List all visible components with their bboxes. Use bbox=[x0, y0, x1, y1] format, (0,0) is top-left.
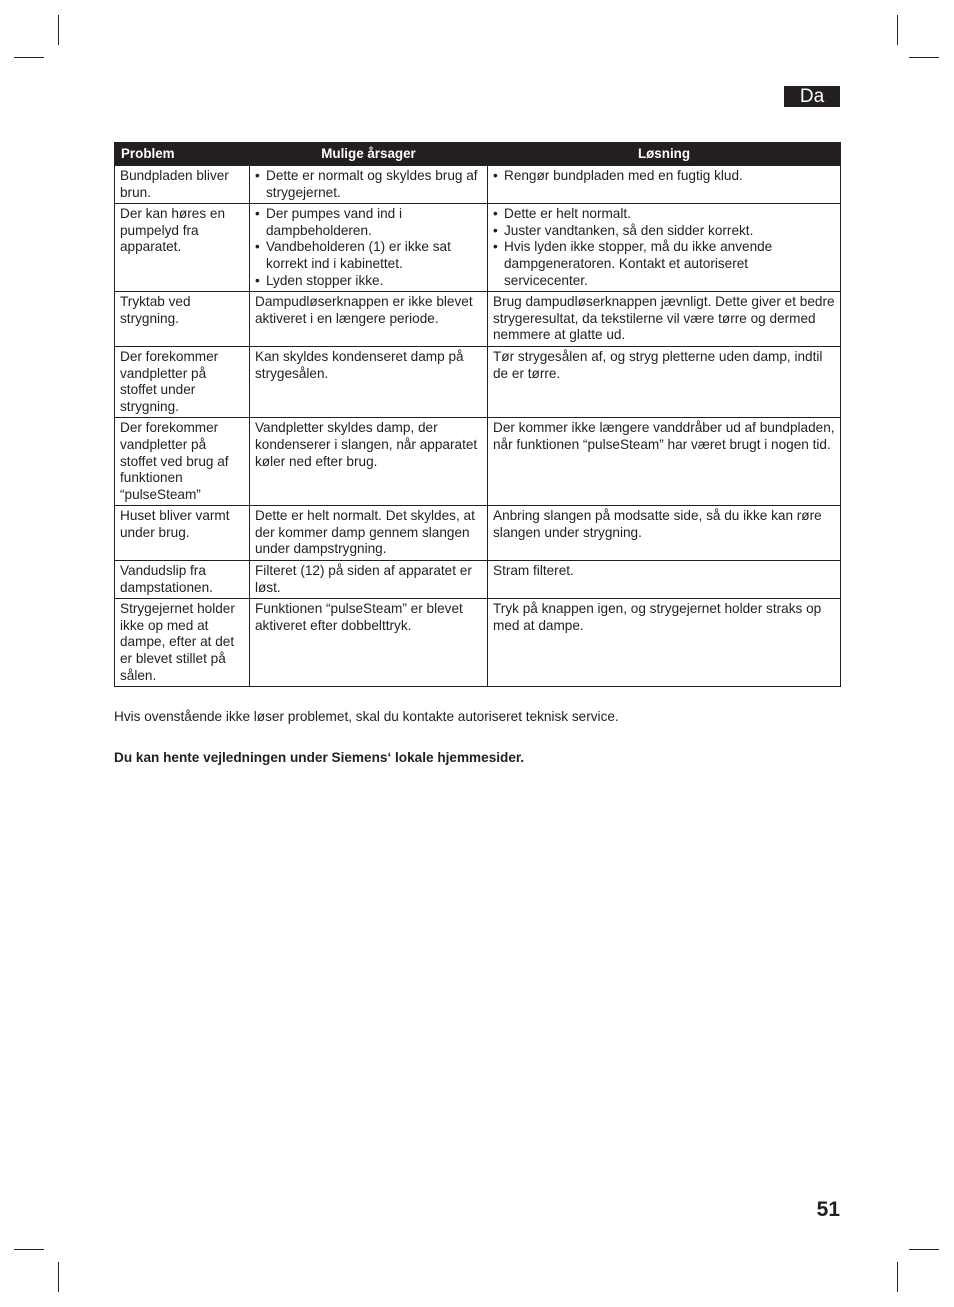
solution-item: • Rengør bundpladen med en fugtig klud. bbox=[493, 168, 835, 185]
table-header-row bbox=[115, 143, 841, 166]
table-row bbox=[115, 204, 841, 292]
service-note: Hvis ovenstående ikke løser problemet, skal du kontakte autoriseret teknisk service. bbox=[114, 709, 619, 724]
crop-mark bbox=[897, 15, 898, 45]
solution-cell: Brug dampudløserknappen jævnligt. Dette giver et bedre strygeresultat, da tekstilerne vil være tørre og dermed nemmere at glatte ud. bbox=[488, 292, 841, 347]
problem-cell: Der forekommer vandpletter på stoffet under strygning. bbox=[115, 346, 250, 417]
table-row bbox=[115, 346, 841, 417]
problem-cell: Tryktab ved strygning. bbox=[115, 292, 250, 347]
solution-cell: Tryk på knappen igen, og strygejernet holder straks op med at dampe. bbox=[488, 599, 841, 687]
problem-cell: Strygejernet holder ikke op med at dampe, efter at det er blevet stillet på sålen. bbox=[115, 599, 250, 687]
solution-item: • Dette er helt normalt. bbox=[493, 206, 835, 223]
crop-mark bbox=[14, 57, 44, 58]
crop-mark bbox=[909, 57, 939, 58]
solution-cell bbox=[488, 204, 841, 292]
causes-cell: Vandpletter skyldes damp, der kondenserer i slangen, når apparatet køler ned efter brug. bbox=[250, 418, 488, 506]
table-row bbox=[115, 166, 841, 204]
cause-item: • Dette er normalt og skyldes brug af strygejernet. bbox=[255, 168, 482, 201]
manual-download-note: Du kan hente vejledningen under Siemens‘ lokale hjemmesider. bbox=[114, 750, 525, 765]
table-row bbox=[115, 561, 841, 599]
solution-cell: Tør strygesålen af, og stryg pletterne uden damp, indtil de er tørre. bbox=[488, 346, 841, 417]
problem-cell: Huset bliver varmt under brug. bbox=[115, 506, 250, 561]
causes-cell: Funktionen “pulseSteam” er blevet aktiveret efter dobbelttryk. bbox=[250, 599, 488, 687]
troubleshooting-table bbox=[114, 142, 841, 687]
causes-cell bbox=[250, 166, 488, 204]
solution-cell bbox=[488, 166, 841, 204]
crop-mark bbox=[14, 1249, 44, 1250]
solution-cell: Der kommer ikke længere vanddråber ud af bundpladen, når funktionen “pulseSteam” har været brugt i nogen tid. bbox=[488, 418, 841, 506]
causes-cell: Kan skyldes kondenseret damp på strygesålen. bbox=[250, 346, 488, 417]
causes-cell: Dampudløserknappen er ikke blevet aktiveret i en længere periode. bbox=[250, 292, 488, 347]
cause-item: • Der pumpes vand ind i dampbeholderen. bbox=[255, 206, 482, 239]
table-row bbox=[115, 599, 841, 687]
problem-cell: Der forekommer vandpletter på stoffet ved brug af funktionen “pulseSteam” bbox=[115, 418, 250, 506]
header-solution: Løsning bbox=[488, 143, 841, 166]
causes-cell: Dette er helt normalt. Det skyldes, at der kommer damp gennem slangen under dampstrygning. bbox=[250, 506, 488, 561]
solution-cell: Stram filteret. bbox=[488, 561, 841, 599]
causes-cell bbox=[250, 204, 488, 292]
solution-item: • Juster vandtanken, så den sidder korrekt. bbox=[493, 223, 835, 240]
causes-cell: Filteret (12) på siden af apparatet er løst. bbox=[250, 561, 488, 599]
crop-mark bbox=[909, 1249, 939, 1250]
solution-cell: Anbring slangen på modsatte side, så du ikke kan røre slangen under strygning. bbox=[488, 506, 841, 561]
problem-cell: Vandudslip fra dampstationen. bbox=[115, 561, 250, 599]
page-number: 51 bbox=[816, 1198, 840, 1221]
problem-cell: Der kan høres en pumpelyd fra apparatet. bbox=[115, 204, 250, 292]
table-row bbox=[115, 506, 841, 561]
table-row bbox=[115, 292, 841, 347]
crop-mark bbox=[58, 1262, 59, 1292]
crop-mark bbox=[58, 15, 59, 45]
problem-cell: Bundpladen bliver brun. bbox=[115, 166, 250, 204]
table-row bbox=[115, 418, 841, 506]
cause-item: • Vandbeholderen (1) er ikke sat korrekt ind i kabinettet. bbox=[255, 239, 482, 272]
language-tab: Da bbox=[784, 86, 840, 107]
cause-item: • Lyden stopper ikke. bbox=[255, 273, 482, 290]
header-causes: Mulige årsager bbox=[250, 143, 488, 166]
solution-item: • Hvis lyden ikke stopper, må du ikke anvende dampgeneratoren. Kontakt et autoriseret servicecenter. bbox=[493, 239, 835, 289]
header-problem: Problem bbox=[115, 143, 250, 166]
crop-mark bbox=[897, 1262, 898, 1292]
